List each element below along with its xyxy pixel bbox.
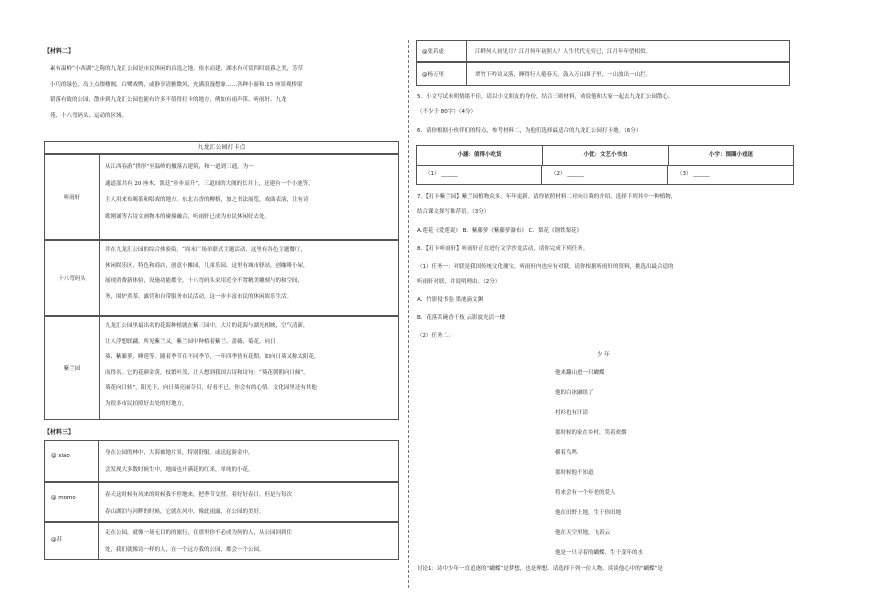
comment-xiao <box>44 440 399 482</box>
place-name: 紫兰园 <box>45 317 100 419</box>
intro-line-2: 小巧的绿色，岛上点缀楼阁，白鹭戏鸭，或静享清雅微风，充满浪漫想象……各种小游和 15 座景观桥梁 <box>50 81 303 88</box>
question-7-note: 结合课文探写推荐语。（3分） <box>417 209 490 215</box>
intro-line-3: 错落有致的公园，散步到九龙汇公园也能有许多不值得打卡的地方，例如有雨声笛、听雨轩、九龙 <box>50 97 287 103</box>
material-3-heading: 【材料三】 <box>44 429 75 436</box>
poem-line: 那时候他不知道 <box>555 470 594 476</box>
place-name: 听雨轩 <box>45 155 100 239</box>
commenter: @ momo <box>45 483 99 521</box>
question-8: 8．【打卡听雨轩】听雨轩正在进行文学沙龙活动，请你完成下列任务。 <box>417 246 589 252</box>
comment-text: 走在公园，就像一场无目的的旅行，在那里你不必成为何的人，从公园回到住 处，我们就像诗一样的人，在一个远方我的公园，都会一个公园。 <box>105 530 293 553</box>
poet-row-zhang: @张若虚 江畔何人初见月？江月何年初照人？人生代代无穷已，江月年年望相似。 <box>416 40 790 62</box>
comment-su <box>44 522 399 560</box>
poem-body <box>555 368 643 558</box>
intro-line-1b: 依水而建，湖水有可赏四时晨暮之美，芳草 <box>198 66 304 72</box>
poem-line: 他是一只寻着的蝴蝶，生于变年的水 <box>555 550 644 556</box>
question-5-note: （不少于 80字）（4分） <box>417 109 476 115</box>
material-2-heading: 【材料二】 <box>44 48 75 55</box>
place-desc: 从江西春游“拱形”至温岭的撤落古建筑，和一道到三通，为一 通道部共有 20 座木，凯廷“步步高升”。三道间的大阁的长并上，还建有一个小池等， 主人用来布喝茶和唱戏的地方。东北古香的柳格，加之书法展览，戏曲表演，让有诗 歌刚诵等古诗文画物本的碰撞融合，听雨轩已成为市民休闲好去处。 <box>105 164 314 220</box>
row-zilanyuan <box>44 316 399 420</box>
option-b: B．花落茗碗香千枝 云影波光活一楼 <box>417 315 506 321</box>
commenter: @苏 <box>45 523 99 559</box>
intro-line-1: 素有温岭“小西湖”之称的九龙汇公园是市民休闲的首选之地。 <box>50 66 199 72</box>
poem-line: 那时候的家在乡村，笑着欢烟 <box>555 430 627 436</box>
q6-answer-1[interactable]: （1） ______ <box>417 166 542 184</box>
question-6: 6．请你根据小伙伴们的特点，参考材料二，为他们选择最适合的九龙汇公园打卡地。（6分） <box>417 128 642 134</box>
poem-line: 他来翻山进一只蝴蝶 <box>555 370 605 376</box>
question-7: 7．【打卡紫兰园】紫兰园植物众多，年年更新。请你依照材料二对向日葵的介绍，选择下列其中一种植物， <box>417 194 677 200</box>
place-desc: 并在九龙汇公园的综合体验街，“周末广场单联式主题活动，这里有各色主题餐厅， 休闲娱乐区，特色和商店，创意小摊园，儿童乐园。这里有城市驿站，创咖啡小屋， 展现消费新体验，设施功能都全。十八弯码头采用近全不置精美雕刻与的和空间， 务，围炉煮茶、露营和自带服务市民活动，这一步丰富市民的休闲娱乐生活。 <box>105 247 309 300</box>
question-7-options: A.莲花《爱莲说》 B．紫藤萝《紫藤萝瀑布》 C．梨花《钢铁梨花》 <box>417 228 583 234</box>
question-5: 5．小文写试未明情绪不佳，请以小文朋友的身份，结合三则材料，劝说他和大家一起去九龙汇公园散心。 <box>417 94 674 100</box>
comment-text: 身在公园的林中，大海被地片景，特别舒服。或送起游金中， 会发现大多数时候生中，地面也开满花的红米，单纯的小花。 <box>105 450 254 473</box>
comment-momo <box>44 482 399 522</box>
material-2-intro <box>50 65 398 120</box>
intro-line-4: 苑、十八弯码头、运动的区域。 <box>50 112 128 119</box>
poem-line: 他在田野上地，生于你田地 <box>555 510 622 516</box>
q6-answer-3[interactable]: （3） ______ <box>677 171 710 177</box>
row-shibawan <box>44 240 399 316</box>
discussion-1: 讨论1：诗中少年一直追逐的“蝴蝶”是梦想，也是理想。请选择下列一位人物，谈谈他心中的“蝴蝶”是 <box>417 566 663 572</box>
row-tingyuxuan <box>44 154 399 240</box>
task-2: （2）任务二： <box>417 333 454 339</box>
poem-line: 衬衫也有汗渍 <box>555 410 589 416</box>
q6-table: 小涵：值得小吃货 小优：文艺小书虫 小宇：围圈小戏迷 （1） ______ （2） ______ （3） ______ <box>416 145 794 185</box>
poem-title: 少 年 <box>597 352 610 358</box>
task-1: （1）任务一：对联是我国传统文化瑰宝，听雨轩内也应有对联，请你根据听雨轩的资料，挑选出最合适的 <box>417 264 674 270</box>
checkin-table-title: 九龙汇公园打卡点 <box>44 141 399 154</box>
poem-line: 他在天空里地，飞着云 <box>555 530 611 536</box>
option-a: A．竹影侵书卷 墨池滴文渊 <box>417 297 484 303</box>
q6-answer-2[interactable]: （2） ______ <box>543 166 668 184</box>
poem-line: 横着鸟鸣 <box>555 450 578 456</box>
poet-row-yang: @杨万里 翠竹下吟诗又落，睡得行人倦春天。鼓入万山围子里，一山放出一山拦。 <box>416 62 790 86</box>
commenter: @ xiao <box>45 441 99 481</box>
column-divider <box>408 40 409 588</box>
poem-line: 将来会有一个年老的爱人 <box>555 490 616 496</box>
place-desc: 九龙汇公园里最出名的花海种植就在紫三园中，大片的花海与湖光相映，空气清新， 让人浮想联翩。所见紫兰又，紫兰园中种植着紫兰、蔷薇、菊花、向日 葵、紫藤萝、睡莲等。随着季节在不同季节，一年四季皆有花期。如向日葵又称太阳花， 而得名。它的花颜金黄，枝繁叶茂，让人想到我国古诗和诗句：“葵花朝朝向日倾”， 葵花向日转”，阳光下，向日葵亮丽夺目，好看不已，你会有的心情。文化园里还有其他 为很多市民拍照好去处的好地方。 <box>105 323 320 407</box>
place-name: 十八弯码头 <box>45 241 100 315</box>
poem-line: 他的白冰融组了 <box>555 390 594 396</box>
comment-text: 春天这时候有风来的时候我不停地来，把季节交替，着好好春日，但是与每次 春山湖泊与河畔的时候，它就在风中，像此雨露，在公园的美好。 <box>105 492 293 515</box>
task-1-note: 听雨轩对联，并说明理由。（2分） <box>417 279 501 285</box>
